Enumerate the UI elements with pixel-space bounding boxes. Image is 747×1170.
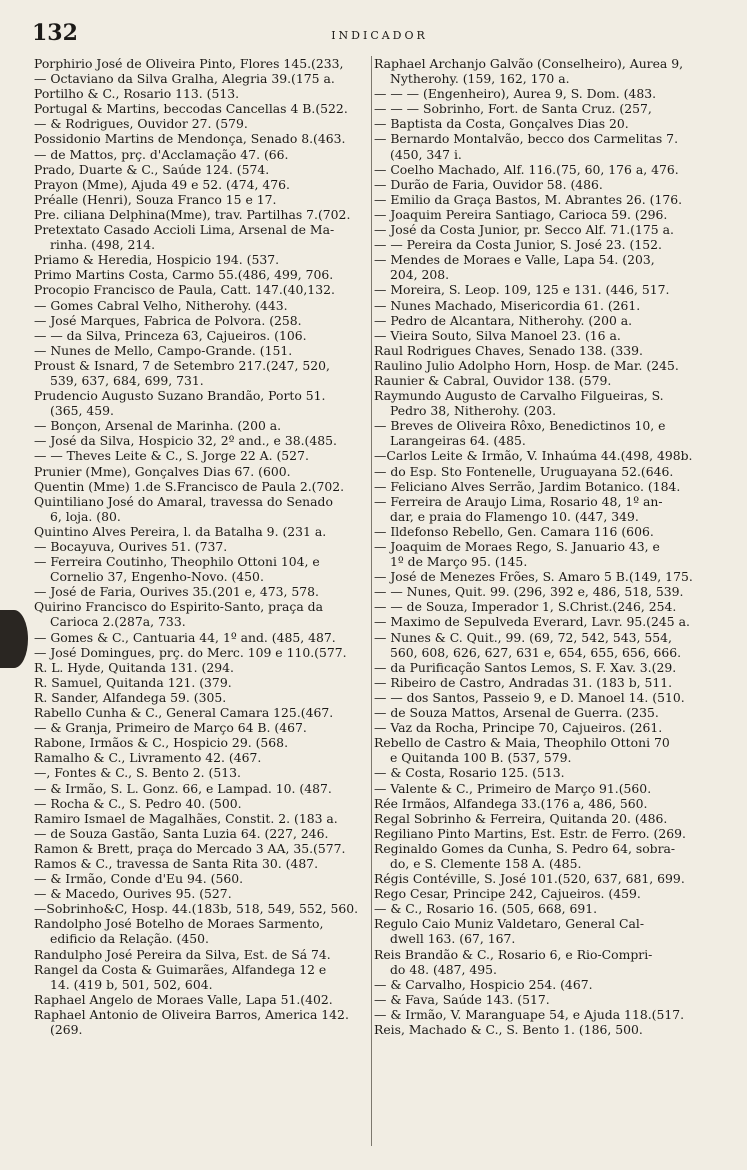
directory-entry: Pre. ciliana Delphina(Mme), trav. Partilhas 7.(702. [34, 206, 351, 222]
directory-entry: — Ferreira de Araujo Lima, Rosario 48, 1º an- [374, 493, 663, 509]
directory-entry: Portilho & C., Rosario 113. (513. [34, 86, 240, 102]
directory-entry: — Baptista da Costa, Gonçalves Dias 20. [374, 116, 629, 132]
directory-entry: Reis Brandão & C., Rosario 6, e Rio-Compri- [374, 946, 653, 962]
directory-entry: — Joaquim de Moraes Rego, S. Januario 43, e [374, 539, 660, 554]
directory-entry: — & C., Rosario 16. (505, 668, 691. [374, 901, 598, 917]
directory-entry: — Gomes Cabral Velho, Nitherohy. (443. [34, 297, 288, 313]
directory-entry: — Valente & C., Primeiro de Março 91.(560. [374, 780, 652, 796]
running-head: INDICADOR [331, 29, 428, 42]
directory-entry: Carioca 2.(287a, 733. [50, 614, 186, 630]
directory-entry: Randolpho José Botelho de Moraes Sarmento, [34, 916, 324, 932]
directory-entry: dar, e praia do Flamengo 10. (447, 349. [390, 508, 639, 524]
directory-entry: — José de Menezes Frões, S. Amaro 5 B.(149, 175. [374, 569, 693, 585]
directory-entry: — de Souza Gastão, Santa Luzia 64. (227, 246. [34, 825, 329, 841]
directory-entry: — — — (Engenheiro), Aurea 9, S. Dom. (483. [374, 86, 657, 102]
directory-entry: Portugal & Martins, beccodas Cancellas 4 B.(522. [34, 101, 348, 117]
directory-entry: Pedro 38, Nitherohy. (203. [390, 403, 557, 419]
directory-entry: Pretextato Casado Accioli Lima, Arsenal de Ma- [34, 222, 335, 238]
directory-entry: — Breves de Oliveira Rôxo, Benedictinos 10, e [374, 418, 666, 434]
directory-entry: 1º de Março 95. (145. [390, 554, 528, 570]
directory-entry: — & Rodrigues, Ouvidor 27. (579. [34, 116, 248, 132]
directory-entry: (365, 459. [50, 403, 114, 419]
directory-entry: — de Souza Mattos, Arsenal de Guerra. (235. [374, 705, 659, 721]
directory-entry: Rangel da Costa & Guimarães, Alfandega 12 e [34, 961, 327, 977]
directory-entry: 14. (419 b, 501, 502, 604. [50, 976, 213, 992]
directory-entry: Larangeiras 64. (485. [390, 433, 526, 449]
directory-entry: — & Fava, Saúde 143. (517. [374, 991, 550, 1007]
directory-entry: — Bonçon, Arsenal de Marinha. (200 a. [34, 418, 282, 434]
directory-entry: R. L. Hyde, Quitanda 131. (294. [34, 659, 234, 675]
directory-entry: Quentin (Mme) 1.de S.Francisco de Paula 2.(702. [34, 478, 345, 494]
directory-entry: Ramalho & C., Livramento 42. (467. [34, 750, 262, 766]
directory-entry: Porphirio José de Oliveira Pinto, Flores 145.(233, [34, 56, 344, 71]
directory-entry: Quintino Alves Pereira, l. da Batalha 9. (231 a. [34, 523, 327, 539]
directory-entry: — — da Silva, Princeza 63, Cajueiros. (106. [34, 327, 307, 343]
directory-entry: Primo Martins Costa, Carmo 55.(486, 499, 706. [34, 267, 334, 283]
directory-entry: — & Irmão, Conde d'Eu 94. (560. [34, 871, 244, 887]
right-column [374, 56, 738, 1037]
directory-entry: Reginaldo Gomes da Cunha, S. Pedro 64, sobra- [374, 840, 676, 856]
directory-entry: — & Granja, Primeiro de Março 64 B. (467. [34, 720, 307, 736]
directory-entry: — — Nunes, Quit. 99. (296, 392 e, 486, 518, 539. [374, 584, 684, 600]
directory-entry: — Mendes de Moraes e Valle, Lapa 54. (203, [374, 252, 655, 268]
directory-entry: Raphael Angelo de Moraes Valle, Lapa 51.(402. [34, 991, 333, 1007]
directory-entry: — Nunes & C. Quit., 99. (69, 72, 542, 543, 554, [374, 629, 672, 645]
directory-entry: Raymundo Augusto de Carvalho Filgueiras, S. [374, 388, 664, 404]
directory-entry: — & Costa, Rosario 125. (513. [374, 765, 565, 781]
directory-entry: Prado, Duarte & C., Saúde 124. (574. [34, 161, 270, 177]
directory-entry: Régis Contéville, S. José 101.(520, 637, 681, 699. [374, 871, 685, 887]
directory-entry: Regulo Caio Muniz Valdetaro, General Cal- [374, 916, 645, 932]
directory-entry: R. Samuel, Quitanda 121. (379. [34, 674, 232, 690]
directory-entry: — José Domingues, prç. do Merc. 109 e 110.(577. [34, 644, 347, 660]
directory-entry: Prayon (Mme), Ajuda 49 e 52. (474, 476. [34, 176, 290, 192]
directory-entry: Raphael Antonio de Oliveira Barros, America 142. [34, 1006, 349, 1022]
directory-entry: — Maximo de Sepulveda Everard, Lavr. 95.(245 a. [374, 614, 690, 630]
directory-entry: — Nunes Machado, Misericordia 61. (261. [374, 297, 641, 313]
directory-entry: — — Pereira da Costa Junior, S. José 23. (152. [374, 237, 662, 253]
directory-entry: — Ildefonso Rebello, Gen. Camara 116 (606. [374, 523, 654, 539]
directory-entry: — Gomes & C., Cantuaria 44, 1º and. (485, 487. [34, 629, 336, 645]
directory-entry: Regal Sobrinho & Ferreira, Quitanda 20. (486. [374, 810, 668, 826]
directory-entry: e Quitanda 100 B. (537, 579. [390, 750, 572, 766]
directory-entry: — — — Sobrinho, Fort. de Santa Cruz. (257, [374, 101, 652, 117]
directory-columns [34, 56, 738, 1160]
directory-entry: Préalle (Henri), Souza Franco 15 e 17. [34, 191, 277, 207]
directory-entry: — José da Silva, Hospicio 32, 2º and., e 38.(485. [34, 433, 337, 449]
directory-entry: dwell 163. (67, 167. [390, 931, 516, 947]
left-column [34, 56, 370, 1037]
directory-entry: do 48. (487, 495. [390, 961, 497, 977]
directory-entry: — — dos Santos, Passeio 9, e D. Manoel 14. (510. [374, 689, 685, 705]
directory-entry: — Vaz da Rocha, Principe 70, Cajueiros. (261. [374, 720, 663, 736]
directory-entry: — Feliciano Alves Serrão, Jardim Botanico. (184. [374, 478, 681, 494]
directory-entry: — Rocha & C., S. Pedro 40. (500. [34, 795, 242, 811]
directory-entry: —, Fontes & C., S. Bento 2. (513. [34, 765, 241, 781]
directory-entry: rinha. (498, 214. [50, 237, 156, 253]
directory-entry: do, e S. Clemente 158 A. (485. [390, 855, 582, 871]
directory-entry: — do Esp. Sto Fontenelle, Uruguayana 52.(646. [374, 463, 674, 479]
directory-entry: Prudencio Augusto Suzano Brandão, Porto 51. [34, 388, 326, 404]
directory-entry: Raulino Julio Adolpho Horn, Hosp. de Mar. (245. [374, 357, 679, 373]
directory-entry: R. Sander, Alfandega 59. (305. [34, 689, 227, 705]
directory-entry: edificio da Relação. (450. [50, 931, 209, 947]
directory-entry: — Octaviano da Silva Gralha, Alegria 39.(175 a. [34, 71, 335, 87]
directory-entry: Prunier (Mme), Gonçalves Dias 67. (600. [34, 463, 291, 479]
directory-entry: — — de Souza, Imperador 1, S.Christ.(246, 254. [374, 599, 677, 615]
directory-entry: (269. [50, 1022, 83, 1037]
directory-entry: Nytherohy. (159, 162, 170 a. [390, 71, 570, 87]
directory-entry: — Bocayuva, Ourives 51. (737. [34, 539, 228, 554]
directory-entry: Randulpho José Pereira da Silva, Est. de Sá 74. [34, 946, 331, 962]
directory-entry: Quirino Francisco do Espirito-Santo, praça da [34, 599, 323, 615]
directory-entry: Procopio Francisco de Paula, Catt. 147.(40,132. [34, 282, 335, 298]
directory-entry: — & Irmão, V. Maranguape 54, e Ajuda 118.(517. [374, 1006, 685, 1022]
directory-entry: — Durão de Faria, Ouvidor 58. (486. [374, 176, 603, 192]
page-number: 132 [32, 20, 78, 46]
directory-entry: — José da Costa Junior, pr. Secco Alf. 71.(175 a. [374, 222, 674, 238]
directory-entry: 6, loja. (80. [50, 508, 121, 524]
page-header [32, 20, 727, 54]
directory-entry: 204, 208. [390, 267, 450, 283]
directory-entry: Reis, Machado & C., S. Bento 1. (186, 500. [374, 1022, 643, 1037]
directory-entry: — Bernardo Montalvão, becco dos Carmelitas 7. [374, 131, 679, 147]
directory-entry: Rebello de Castro & Maia, Theophilo Ottoni 70 [374, 735, 670, 751]
directory-entry: Ramiro Ismael de Magalhães, Constit. 2. (183 a. [34, 810, 338, 826]
column-divider [371, 56, 372, 1146]
directory-entry: Rabone, Irmãos & C., Hospicio 29. (568. [34, 735, 289, 751]
directory-entry: Raunier & Cabral, Ouvidor 138. (579. [374, 372, 612, 388]
directory-entry: Ramos & C., travessa de Santa Rita 30. (487. [34, 855, 319, 871]
directory-entry: (450, 347 i. [390, 146, 462, 162]
directory-entry: 539, 637, 684, 699, 731. [50, 372, 204, 388]
directory-entry: — — Theves Leite & C., S. Jorge 22 A. (527. [34, 448, 309, 464]
directory-entry: — & Carvalho, Hospicio 254. (467. [374, 976, 593, 992]
directory-entry: — Ribeiro de Castro, Andradas 31. (183 b, 511. [374, 674, 673, 690]
directory-entry: Rée Irmãos, Alfandega 33.(176 a, 486, 560. [374, 795, 648, 811]
directory-entry: Raphael Archanjo Galvão (Conselheiro), Aurea 9, [374, 56, 684, 71]
directory-entry: Cornelio 37, Engenho-Novo. (450. [50, 569, 264, 585]
directory-entry: Priamo & Heredia, Hospicio 194. (537. [34, 252, 280, 268]
directory-entry: — da Purificação Santos Lemos, S. F. Xav. 3.(29. [374, 659, 677, 675]
directory-entry: — Coelho Machado, Alf. 116.(75, 60, 176 a, 476. [374, 161, 679, 177]
directory-entry: Proust & Isnard, 7 de Setembro 217.(247, 520, [34, 357, 330, 373]
directory-entry: — & Irmão, S. L. Gonz. 66, e Lampad. 10. (487. [34, 780, 332, 796]
directory-entry: Ramon & Brett, praça do Mercado 3 AA, 35.(577. [34, 840, 346, 856]
directory-entry: — Moreira, S. Leop. 109, 125 e 131. (446, 517. [374, 282, 670, 298]
directory-entry: Possidonio Martins de Mendonça, Senado 8.(463. [34, 131, 346, 147]
directory-entry: — Vieira Souto, Silva Manoel 23. (16 a. [374, 327, 621, 343]
directory-entry: Raul Rodrigues Chaves, Senado 138. (339. [374, 342, 643, 358]
directory-entry: Rego Cesar, Principe 242, Cajueiros. (459. [374, 886, 641, 902]
directory-entry: — José Marques, Fabrica de Polvora. (258. [34, 312, 302, 328]
directory-entry: — Emilio da Graça Bastos, M. Abrantes 26. (176. [374, 191, 683, 207]
directory-entry: — Pedro de Alcantara, Nitherohy. (200 a. [374, 312, 633, 328]
ink-blot [0, 610, 28, 668]
directory-entry: 560, 608, 626, 627, 631 e, 654, 655, 656, 666. [390, 644, 682, 660]
directory-entry: — de Mattos, prç. d'Acclamação 47. (66. [34, 146, 289, 162]
directory-entry: — José de Faria, Ourives 35.(201 e, 473, 578. [34, 584, 319, 600]
directory-entry: — Ferreira Coutinho, Theophilo Ottoni 104, e [34, 554, 320, 570]
directory-entry: — & Macedo, Ourives 95. (527. [34, 886, 232, 902]
directory-entry: Rabello Cunha & C., General Camara 125.(467. [34, 705, 334, 721]
directory-entry: —Sobrinho&C, Hosp. 44.(183b, 518, 549, 552, 560. [34, 901, 359, 917]
directory-entry: — Joaquim Pereira Santiago, Carioca 59. (296. [374, 206, 668, 222]
directory-entry: Quintiliano José do Amaral, travessa do Senado [34, 493, 333, 509]
directory-entry: — Nunes de Mello, Campo-Grande. (151. [34, 342, 293, 358]
directory-entry: —Carlos Leite & Irmão, V. Inhaúma 44.(498, 498b. [374, 448, 693, 464]
directory-entry: Regiliano Pinto Martins, Est. Estr. de Ferro. (269. [374, 825, 686, 841]
